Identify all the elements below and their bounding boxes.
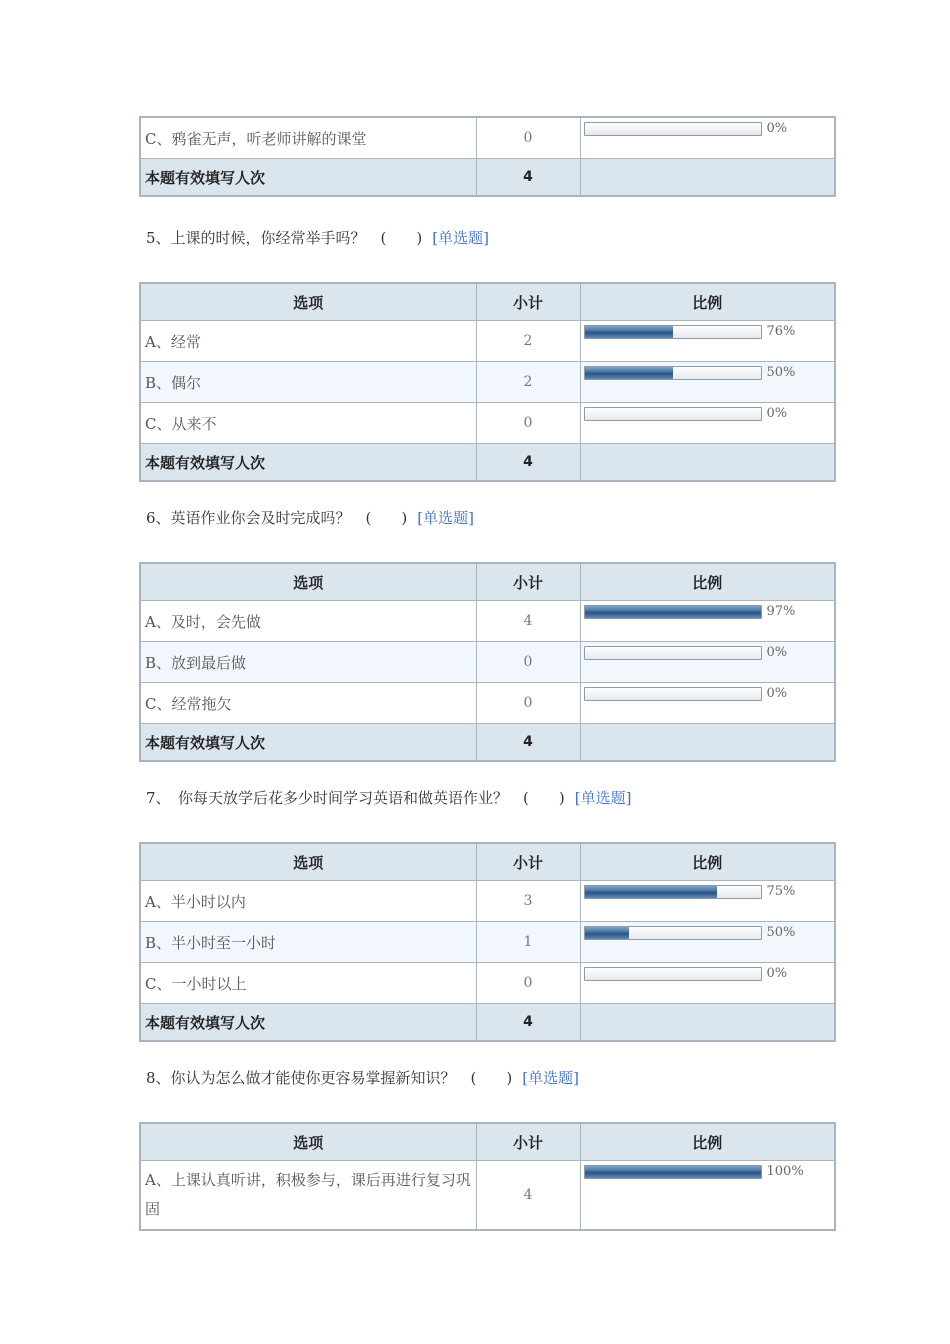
header-ratio: 比例 — [580, 1123, 835, 1161]
progress-bar — [584, 1165, 762, 1179]
percent-text: 50% — [766, 925, 796, 940]
header-option: 选项 — [140, 563, 476, 601]
total-count: 4 — [476, 444, 580, 482]
header-count: 小计 — [476, 563, 580, 601]
option-count: 0 — [476, 117, 580, 159]
question-7-title — [146, 787, 631, 808]
percent-text: 0% — [766, 686, 788, 701]
q5-results-table-block — [139, 282, 834, 482]
percent-text: 0% — [766, 966, 788, 981]
total-row — [140, 1004, 835, 1042]
table-row — [140, 642, 835, 683]
progress-bar — [584, 885, 762, 899]
progress-fill — [585, 886, 717, 898]
option-label: A、经常 — [140, 321, 476, 362]
table-row — [140, 601, 835, 642]
option-label: C、经常拖欠 — [140, 683, 476, 724]
option-label: B、偶尔 — [140, 362, 476, 403]
option-ratio — [580, 403, 835, 444]
progress-fill — [585, 1166, 761, 1178]
progress-bar — [584, 926, 762, 940]
total-empty-cell — [580, 724, 835, 762]
progress-bar — [584, 687, 762, 701]
question-type-link[interactable]: [单选题] — [522, 1069, 579, 1087]
total-empty-cell — [580, 159, 835, 197]
q4-results-table-block — [139, 116, 834, 197]
option-count: 1 — [476, 922, 580, 963]
q8-results-table-block — [139, 1122, 834, 1231]
progress-bar — [584, 967, 762, 981]
option-label: B、半小时至一小时 — [140, 922, 476, 963]
progress-bar — [584, 605, 762, 619]
table-row — [140, 117, 835, 159]
percent-text: 100% — [766, 1164, 804, 1179]
header-option: 选项 — [140, 843, 476, 881]
progress-fill — [585, 606, 761, 618]
table-header-row — [140, 843, 835, 881]
option-ratio — [580, 683, 835, 724]
option-ratio — [580, 881, 835, 922]
percent-text: 75% — [766, 884, 796, 899]
header-count: 小计 — [476, 283, 580, 321]
q7-results-table-block — [139, 842, 834, 1042]
total-empty-cell — [580, 1004, 835, 1042]
question-text: 8、你认为怎么做才能使你更容易掌握新知识？ ( ) — [146, 1069, 513, 1087]
option-count: 0 — [476, 403, 580, 444]
total-label: 本题有效填写人次 — [140, 724, 476, 762]
option-count: 4 — [476, 1161, 580, 1231]
option-label: A、半小时以内 — [140, 881, 476, 922]
header-count: 小计 — [476, 843, 580, 881]
percent-text: 76% — [766, 324, 796, 339]
total-row — [140, 724, 835, 762]
option-label: A、及时，会先做 — [140, 601, 476, 642]
question-5-title — [146, 227, 489, 248]
option-label: C、从来不 — [140, 403, 476, 444]
progress-bar — [584, 325, 762, 339]
total-count: 4 — [476, 724, 580, 762]
option-label: C、一小时以上 — [140, 963, 476, 1004]
q7-results-table — [139, 842, 836, 1042]
question-text: 5、上课的时候，你经常举手吗？ ( ) — [146, 229, 423, 247]
q5-results-table — [139, 282, 836, 482]
header-count: 小计 — [476, 1123, 580, 1161]
header-option: 选项 — [140, 283, 476, 321]
option-count: 0 — [476, 683, 580, 724]
table-header-row — [140, 563, 835, 601]
option-count: 4 — [476, 601, 580, 642]
question-type-link[interactable]: [单选题] — [574, 789, 632, 807]
option-ratio — [580, 601, 835, 642]
option-count: 3 — [476, 881, 580, 922]
total-label: 本题有效填写人次 — [140, 1004, 476, 1042]
question-text: 7、 你每天放学后花多少时间学习英语和做英语作业？ ( ) — [146, 789, 565, 807]
q8-results-table — [139, 1122, 836, 1231]
progress-fill — [585, 326, 673, 338]
progress-bar — [584, 122, 762, 136]
question-8-title — [146, 1067, 579, 1088]
table-row — [140, 403, 835, 444]
question-6-title — [146, 507, 474, 528]
table-row — [140, 321, 835, 362]
progress-fill — [585, 927, 629, 939]
option-count: 2 — [476, 362, 580, 403]
total-count: 4 — [476, 159, 580, 197]
question-type-link[interactable]: [单选题] — [417, 509, 474, 527]
table-row — [140, 1161, 835, 1231]
option-ratio — [580, 642, 835, 683]
progress-bar — [584, 407, 762, 421]
option-count: 0 — [476, 642, 580, 683]
table-row — [140, 963, 835, 1004]
question-type-link[interactable]: [单选题] — [432, 229, 489, 247]
option-label: C、鸦雀无声，听老师讲解的课堂 — [140, 117, 476, 159]
q6-results-table-block — [139, 562, 834, 762]
header-ratio: 比例 — [580, 283, 835, 321]
option-ratio — [580, 117, 835, 159]
table-row — [140, 881, 835, 922]
table-row — [140, 922, 835, 963]
percent-text: 0% — [766, 121, 788, 136]
progress-bar — [584, 366, 762, 380]
total-count: 4 — [476, 1004, 580, 1042]
header-ratio: 比例 — [580, 563, 835, 601]
percent-text: 0% — [766, 406, 788, 421]
option-ratio — [580, 1161, 835, 1231]
option-ratio — [580, 362, 835, 403]
table-header-row — [140, 283, 835, 321]
total-label: 本题有效填写人次 — [140, 159, 476, 197]
progress-bar — [584, 646, 762, 660]
q4-results-table — [139, 116, 836, 197]
header-option: 选项 — [140, 1123, 476, 1161]
header-ratio: 比例 — [580, 843, 835, 881]
percent-text: 97% — [766, 604, 796, 619]
option-label: A、上课认真听讲，积极参与，课后再进行复习巩固 — [140, 1161, 476, 1231]
option-ratio — [580, 922, 835, 963]
percent-text: 0% — [766, 645, 788, 660]
percent-text: 50% — [766, 365, 796, 380]
option-count: 2 — [476, 321, 580, 362]
progress-fill — [585, 367, 673, 379]
option-ratio — [580, 963, 835, 1004]
table-header-row — [140, 1123, 835, 1161]
option-count: 0 — [476, 963, 580, 1004]
option-ratio — [580, 321, 835, 362]
table-row — [140, 362, 835, 403]
q6-results-table — [139, 562, 836, 762]
option-label: B、放到最后做 — [140, 642, 476, 683]
table-row — [140, 683, 835, 724]
total-row — [140, 444, 835, 482]
question-text: 6、英语作业你会及时完成吗？ ( ) — [146, 509, 408, 527]
total-label: 本题有效填写人次 — [140, 444, 476, 482]
total-row — [140, 159, 835, 197]
total-empty-cell — [580, 444, 835, 482]
